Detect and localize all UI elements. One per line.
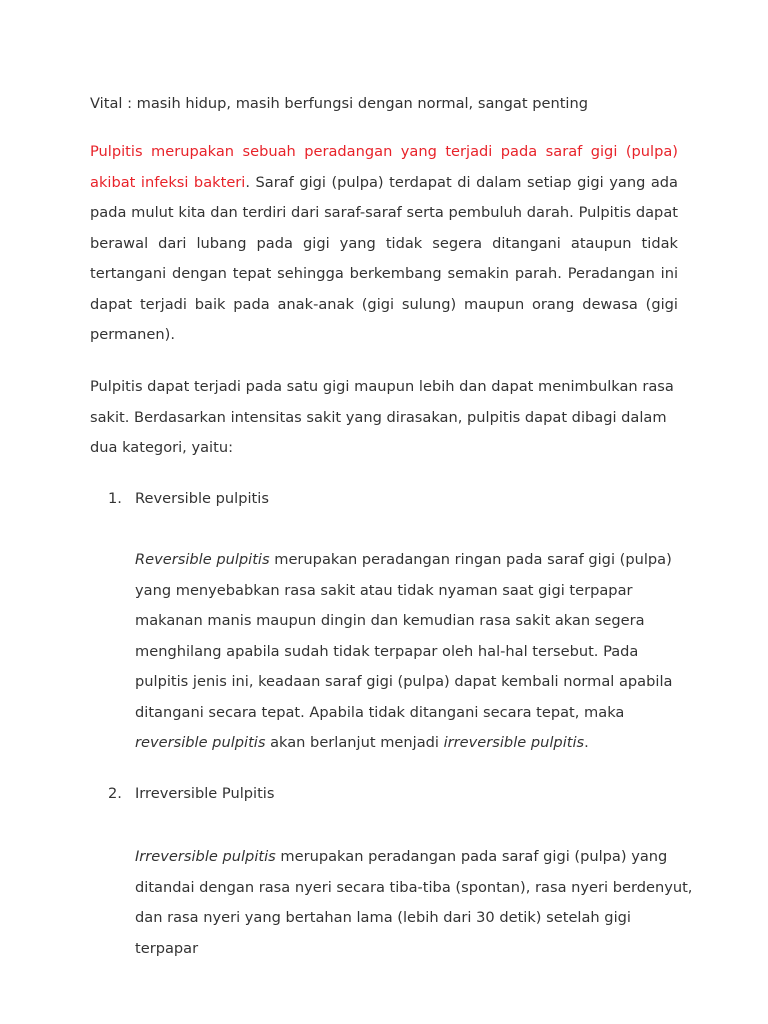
list-number: 1. [108, 490, 122, 507]
term-italic: irreversible pulpitis [443, 734, 585, 751]
vital-definition: Vital : masih hidup, masih berfungsi dengan normal, sangat penting [90, 95, 588, 112]
irreversible-description [135, 842, 695, 964]
term-italic: Reversible pulpitis [135, 551, 270, 568]
list-number: 2. [108, 785, 122, 802]
list-heading: Irreversible Pulpitis [135, 785, 275, 802]
term-italic: reversible pulpitis [135, 734, 266, 751]
description-text: akan berlanjut menjadi [265, 734, 444, 751]
term-italic: Irreversible pulpitis [135, 848, 276, 865]
intro-paragraph [90, 137, 678, 351]
intro-rest: . Saraf gigi (pulpa) terdapat di dalam setiap gigi yang ada pada mulut kita dan terdiri dari saraf-saraf serta pembuluh darah. Pulpitis dapat berawal dari lubang pada gigi yang tidak segera ditangani ataupun tidak tertangani dengan tepat sehingga berkembang semakin parah. Peradangan ini dapat terjadi baik pada anak-anak (gigi sulung) maupun orang dewasa (gigi permanen). [90, 173, 678, 343]
reversible-description [135, 545, 695, 759]
list-item-irreversible [108, 780, 274, 808]
description-text: merupakan peradangan pada saraf gigi (pulpa) yang ditandai dengan rasa nyeri secara tiba-tiba (spontan), rasa nyeri berdenyut, dan rasa nyeri yang bertahan lama (lebih dari 30 detik) setelah gigi terpapar [135, 848, 693, 957]
categories-paragraph: Pulpitis dapat terjadi pada satu gigi maupun lebih dan dapat menimbulkan rasa sakit. Berdasarkan intensitas sakit yang dirasakan, pulpitis dapat dibagi dalam dua kategori, yaitu: [90, 378, 674, 456]
description-text: merupakan peradangan ringan pada saraf gigi (pulpa) yang menyebabkan rasa sakit atau tidak nyaman saat gigi terpapar makanan manis maupun dingin dan kemudian rasa sakit akan segera menghilang apabila sudah tidak terpapar oleh hal-hal tersebut. Pada pulpitis jenis ini, keadaan saraf gigi (pulpa) dapat kembali normal apabila ditangani secara tepat. Apabila tidak ditangani secara tepat, maka [135, 551, 673, 721]
intro-highlight: Pulpitis merupakan sebuah peradangan yang terjadi pada saraf gigi (pulpa) akibat infeksi bakteri [90, 143, 678, 191]
list-heading: Reversible pulpitis [135, 490, 269, 507]
list-item-reversible [108, 485, 269, 513]
description-text: . [584, 734, 589, 751]
